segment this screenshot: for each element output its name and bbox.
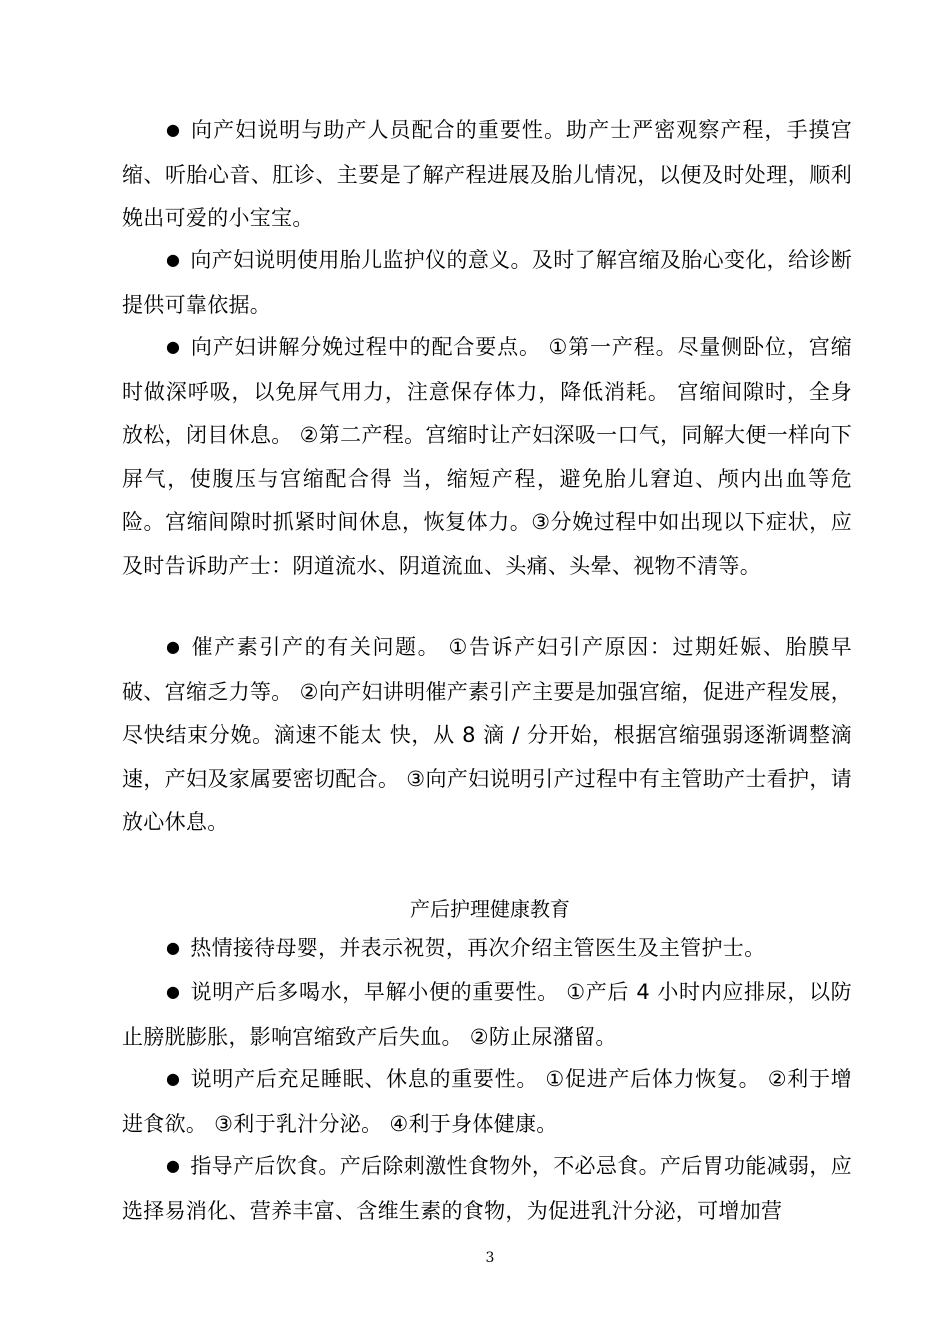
paragraph-urination [122, 971, 852, 1059]
paragraph-cooperation-importance [122, 109, 852, 241]
paragraph-fetal-monitor [122, 239, 852, 327]
bullet-icon: ● [166, 1156, 181, 1175]
paragraph-text: 热情接待母婴，并表示祝贺，再次介绍主管医生及主管护士。 [190, 936, 766, 960]
paragraph-text: 向产妇说明与助产人员配合的重要性。助产士严密观察产程，手摸宫缩、听胎心音、肛诊、主要是了解产程进展及胎儿情况，以便及时处理，顺利娩出可爱的小宝宝。 [122, 118, 853, 230]
paragraph-text: 催产素引产的有关问题。 ①告诉产妇引产原因：过期妊娠、胎膜早破、宫缩乏力等。 ②向产妇讲明催产素引产主要是加强宫缩，促进产程发展，尽快结束分娩。滴速不能太 快，从 8 滴 / 分开始，根据宫缩强弱逐渐调整滴速，产妇及家属要密切配合。 ③向产妇说明引产过程中有主管助产士看护，请放心休息。 [122, 635, 853, 834]
paragraph-text: 指导产后饮食。产后除刺激性食物外，不必忌食。产后胃功能减弱，应选择易消化、营养丰富、含维生素的食物，为促进乳汁分泌，可增加营 [122, 1154, 853, 1223]
paragraph-delivery-cooperation [122, 326, 852, 588]
page-number: 3 [485, 1250, 495, 1266]
paragraph-text: 向产妇讲解分娩过程中的配合要点。 ①第一产程。尽量侧卧位，宫缩时做深呼吸，以免屏气用力，注意保存体力，降低消耗。 宫缩间隙时，全身放松，闭目休息。 ②第二产程。宫缩时让产妇深吸一口气，同解大便一样向下屏气，使腹压与宫缩配合得 当，缩短产程，避免胎儿窘迫、颅内出血等危险。宫缩间隙时抓紧时间休息，恢复体力。③分娩过程中如出现以下症状，应及时告诉助产士：阴道流水、阴道流血、头痛、头晕、视物不清等。 [122, 335, 852, 578]
paragraph-text: 向产妇说明使用胎儿监护仪的意义。及时了解宫缩及胎心变化，给诊断提供可靠依据。 [122, 248, 853, 317]
bullet-icon: ● [166, 120, 182, 139]
section-title: 产后护理健康教育 [410, 897, 570, 921]
paragraph-diet-guidance [122, 1145, 852, 1233]
bullet-icon: ● [166, 938, 181, 957]
bullet-icon: ● [166, 982, 181, 1001]
paragraph-welcome [122, 927, 852, 972]
bullet-icon: ● [166, 637, 182, 656]
bullet-icon: ● [166, 250, 181, 269]
paragraph-text: 说明产后充足睡眠、休息的重要性。 ①促进产后体力恢复。 ②利于增进食欲。 ③利于乳汁分泌。 ④利于身体健康。 [122, 1067, 852, 1136]
bullet-icon: ● [166, 337, 181, 356]
paragraph-sleep-rest [122, 1058, 852, 1146]
bullet-icon: ● [166, 1069, 181, 1088]
paragraph-text: 说明产后多喝水，早解小便的重要性。 ①产后 4 小时内应排尿，以防止膀胱膨胀，影响宫缩致产后失血。 ②防止尿潴留。 [122, 980, 852, 1049]
paragraph-oxytocin-induction [122, 626, 852, 845]
